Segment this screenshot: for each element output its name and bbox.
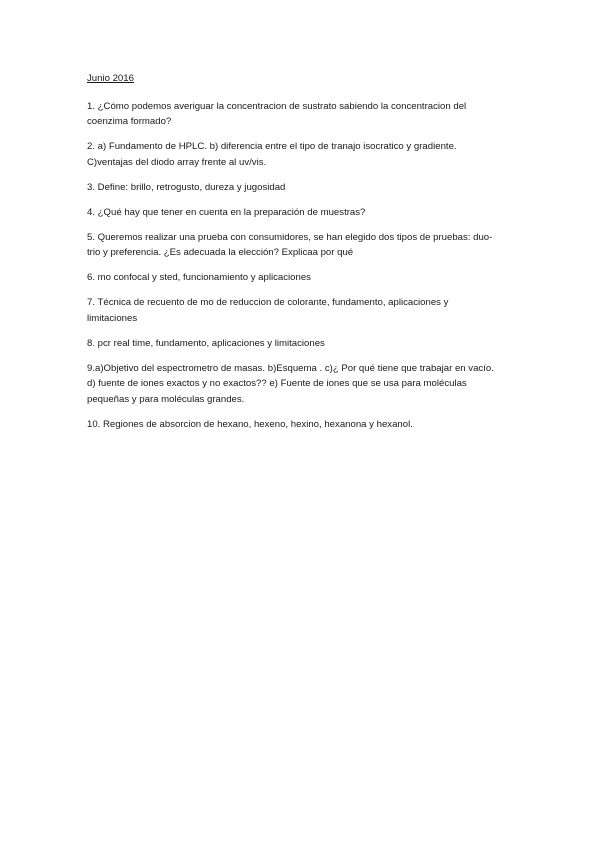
document-content	[87, 71, 519, 442]
question-6: 6. mo confocal y sted, funcionamiento y aplicaciones	[87, 272, 311, 283]
question-3: 3. Define: brillo, retrogusto, dureza y jugosidad	[87, 181, 286, 193]
question-4: 4. ¿Qué hay que tener en cuenta en la preparación de muestras?	[87, 206, 366, 218]
question-10: 10. Regiones de absorcion de hexano, hexeno, hexino, hexanona y hexanol.	[87, 418, 413, 430]
question-5: 5. Queremos realizar una prueba con consumidores, se han elegido dos tipos de pruebas: duo- trio y preferencia. ¿Es adecuada la elección? Explicaa por qué	[87, 231, 493, 258]
question-7: 7. Técnica de recuento de mo de reduccion de colorante, fundamento, aplicaciones y limitaciones	[87, 297, 449, 324]
question-1: 1. ¿Cómo podemos averiguar la concentracion de sustrato sabiendo la concentracion del coenzima formado?	[87, 100, 467, 127]
question-8: 8. pcr real time, fundamento, aplicaciones y limitaciones	[87, 337, 325, 349]
question-9: 9.a)Objetivo del espectrometro de masas. b)Esquema . c)¿ Por qué tiene que trabajar en vacío. d) fuente de iones exactos y no exactos?? e) Fuente de iones que se usa para moléculas pequeñas y para moléculas grandes.	[87, 362, 494, 405]
question-2: 2. a) Fundamento de HPLC. b) diferencia entre el tipo de tranajo isocratico y gradiente. C)ventajas del diodo array frente al uv/vis.	[87, 141, 457, 168]
document-title: Junio 2016	[87, 73, 134, 84]
